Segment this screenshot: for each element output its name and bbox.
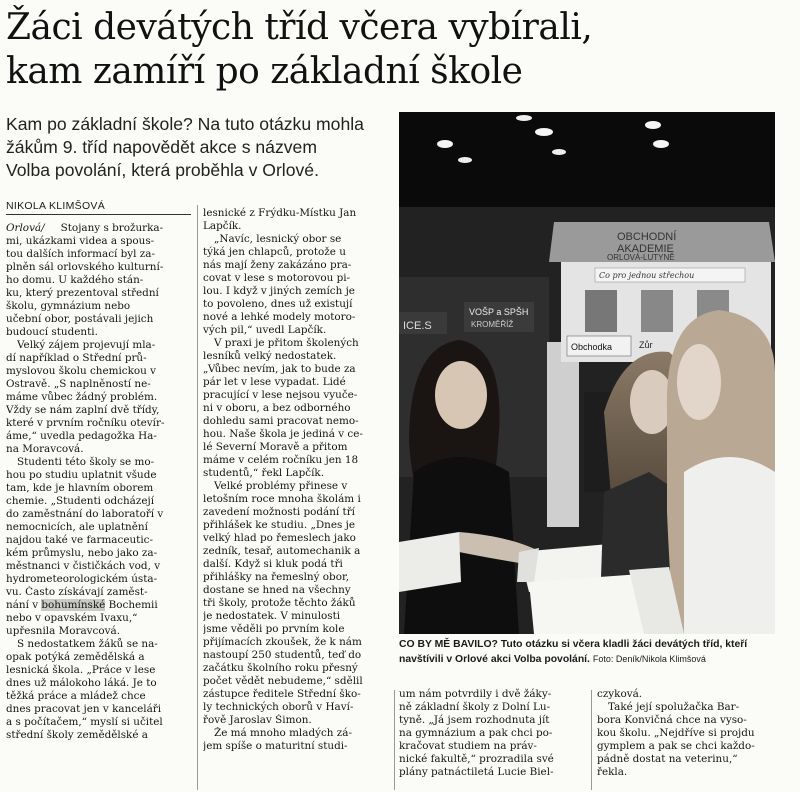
obchodka-label-text: Obchodka xyxy=(571,342,613,352)
text-line: přijímacích zkoušek, že k nám xyxy=(203,636,362,648)
text-line: chemie. „Studenti odcházejí xyxy=(6,495,155,507)
text-line: dostane se hned na všechny xyxy=(203,584,351,596)
text-line: opak potýká zemědělská a xyxy=(6,651,145,663)
text-line: máme v celém ročníku jen 18 xyxy=(203,454,359,466)
text-line: hou po studiu uplatnit všude xyxy=(6,469,157,481)
text-line: pádně dostat na veterinu,“ xyxy=(597,753,738,765)
photo-credit: Foto: Deník/Nikola Klimšová xyxy=(592,654,706,664)
text-line: lesnická škola. „Práce v lese xyxy=(6,664,156,676)
column-1-text-start xyxy=(6,222,192,599)
text-line: těžká práce a mládež chce xyxy=(6,690,146,702)
article-column-1 xyxy=(6,222,192,742)
text-line: vých pil,“ uvedl Lapčík. xyxy=(203,324,327,336)
text-line: do zaměstnání do laboratoří v xyxy=(6,508,164,520)
text-line: upřesnila Moravcová. xyxy=(6,625,120,637)
text-line: zástupce ředitele Střední ško- xyxy=(203,688,361,700)
text-line: dnes už málokoho láká. Je to xyxy=(6,677,157,689)
text-line: týká jen chlapců, protože u xyxy=(203,246,346,258)
text-line: „Vůbec nevím, jak to bude za xyxy=(203,363,356,375)
text-line: ni v oboru, a bez odborného xyxy=(203,402,351,414)
text-line: ly technických oborů v Haví- xyxy=(203,701,354,713)
text-line: kém průmyslu, nebo jako za- xyxy=(6,547,158,559)
text-line: které v prvním ročníku otevír- xyxy=(6,417,165,429)
text-line: myslovou školu chemickou v xyxy=(6,365,157,377)
text-line: další. Když si kluk podá tři xyxy=(203,558,343,570)
text-line: tři školy, protože těchto žáků xyxy=(203,597,356,609)
school-sign-subtext: KROMĚŘÍŽ xyxy=(471,320,514,329)
text-line: přihlášek ke studiu. „Dnes je xyxy=(203,519,356,531)
article-column-2 xyxy=(203,207,390,753)
text-line: gymplem a pak se chci každo- xyxy=(597,740,755,752)
column-divider xyxy=(591,690,592,790)
article-lead xyxy=(6,113,392,182)
article-column-4 xyxy=(597,688,787,779)
column-divider xyxy=(197,205,198,790)
text-line: městnanci v čističkách vod, v xyxy=(6,560,161,572)
text-line: začátku školního roku přesný xyxy=(203,662,358,674)
text-line: pracující v lese nejsou vyuče- xyxy=(203,389,358,401)
text-line: „Navíc, lesnický obor se xyxy=(214,233,342,245)
dateline-line xyxy=(6,222,192,235)
text-line: plněn sál orlovského kulturní- xyxy=(6,261,164,273)
headline-line-2: kam zamíří po základní škole xyxy=(6,51,523,92)
school-sign-text: VOŠP a SPŠH xyxy=(469,307,529,317)
text-line: mi, ukázkami videa a spous- xyxy=(6,235,155,247)
text-line: áme,“ uvedla pedagožka Ha- xyxy=(6,430,157,442)
text-line: Ostravě. „S naplněností ne- xyxy=(6,378,151,390)
lead-line: Kam po základní škole? Na tuto otázku mohla xyxy=(6,114,364,134)
text-line: plány patnáctiletá Lucie Biel- xyxy=(399,766,554,778)
column-divider xyxy=(394,690,395,790)
text-line: jem spíše o maturitní studi- xyxy=(203,740,348,752)
line-text: Bochemii xyxy=(105,599,158,611)
article-column-3 xyxy=(399,688,584,779)
text-line: um nám potvrdily i dvě žáky- xyxy=(399,688,552,700)
text-line: tou dalších informací byl za- xyxy=(6,248,155,260)
author-byline: NIKOLA KLIMŠOVÁ xyxy=(6,200,191,215)
sign-text: OBCHODNÍ xyxy=(617,231,677,243)
text-line: přihlášky na řemeslný obor, xyxy=(203,571,350,583)
sign-text: AKADEMIE xyxy=(617,243,674,255)
text-line: řově Jaroslav Šimon. xyxy=(203,714,312,726)
text-line: letošním roce mnoha školám i xyxy=(203,493,361,505)
text-line: ho domu. U každého stán- xyxy=(6,274,144,286)
text-line: nebo v opavském Ivaxu,“ xyxy=(6,612,138,624)
text-line: nemocnicích, ale uplatnění xyxy=(6,521,148,533)
text-line: nás mají ženy zakázáno pra- xyxy=(203,259,352,271)
girl-left-face xyxy=(435,361,487,429)
girl-right-face xyxy=(677,344,721,420)
dateline: Orlová/ xyxy=(6,222,45,234)
poster xyxy=(585,290,617,332)
poster xyxy=(641,290,673,332)
photo-caption xyxy=(399,638,779,667)
text-line: ku, který prezentoval střední xyxy=(6,287,159,299)
caption-text: CO BY MĚ BAVILO? Tuto otázku si včera kladli žáci devátých tříd, kteří navštívili v Orlové akci Volba povolání. xyxy=(399,639,748,665)
text-line: velký hlad po řemeslech jako xyxy=(203,532,356,544)
text-line: na gymnázium a pak chci po- xyxy=(399,727,553,739)
headline-line-1: Žáci devátých tříd včera vybírali, xyxy=(6,7,593,48)
text-line: učební obor, postávali jejich xyxy=(6,313,154,325)
text-line: covat v lese s motorovou pi- xyxy=(203,272,351,284)
article-headline xyxy=(6,6,796,94)
text-line: školu, gymnázium nebo xyxy=(6,300,131,312)
text-line: tam, kde je hlavním oborem xyxy=(6,482,154,494)
text-line: Velký zájem projevují mla- xyxy=(17,339,156,351)
girl-right-body xyxy=(684,457,775,634)
text-line: nové a lehké modely motoro- xyxy=(203,311,356,323)
text-line: na Moravcová. xyxy=(6,443,84,455)
highlighted-line xyxy=(6,599,192,612)
text-line: lesníků velký nedostatek. xyxy=(203,350,337,362)
line-text: Stojany s brožurka- xyxy=(60,222,164,234)
text-line: dohledu sami pracovat nemo- xyxy=(203,415,359,427)
text-line: hydrometeorologickém ústa- xyxy=(6,573,158,585)
text-line: Lapčík. xyxy=(203,220,242,232)
text-line: Vždy se nám zaplní dvě třídy, xyxy=(6,404,160,416)
text-line: zedník, tesař, automechanik a xyxy=(203,545,361,557)
text-line: pár let v lese vypadat. Lidé xyxy=(203,376,346,388)
text-line: Studenti této školy se mo- xyxy=(17,456,155,468)
text-line: budoucí studenti. xyxy=(6,326,98,338)
line-text: nání v xyxy=(6,599,42,611)
text-line: Velké problémy přinese v xyxy=(214,480,348,492)
text-line: hou. Naše škola je jediná v ce- xyxy=(203,428,363,440)
text-line: dí například o Střední prů- xyxy=(6,352,147,364)
banner-text: Co pro jednou střechou xyxy=(599,271,695,280)
papers xyxy=(399,532,461,592)
text-line: jsme věděli po prvním kole xyxy=(203,623,345,635)
text-line: zavedení možnosti podání tří xyxy=(203,506,356,518)
text-line: kou školu. „Nejdříve si projdu xyxy=(597,727,755,739)
text-line: kračovat studiem na práv- xyxy=(399,740,537,752)
text-line: nické fakultě,“ prozradila své xyxy=(399,753,554,765)
highlighted-word: bohumínské xyxy=(41,599,106,611)
text-line: střední školy zemědělské a xyxy=(6,729,148,741)
ceiling xyxy=(399,112,775,207)
text-line: počet vědět nebudeme,“ sdělil xyxy=(203,675,363,687)
column-1-text-end xyxy=(6,612,192,742)
text-line: tyně. „Já jsem rozhodnuta jít xyxy=(399,714,550,726)
article-photo xyxy=(399,112,775,634)
text-line: řekla. xyxy=(597,766,628,778)
text-line: najdou také ve farmaceutic- xyxy=(6,534,153,546)
text-line: studentů,“ řekl Lapčík. xyxy=(203,467,325,479)
text-line: czyková. xyxy=(597,688,643,700)
text-line: dnes pracovat jen v kanceláři xyxy=(6,703,162,715)
text-line: bora Konvičná chce na vyso- xyxy=(597,714,747,726)
booth-sign-text: ICE.S xyxy=(403,320,432,332)
lead-line: Volba povolání, která proběhla v Orlové. xyxy=(6,160,319,180)
text-line: nastoupí 250 studentů, teď do xyxy=(203,649,362,661)
text-line: Že má mnoho mladých zá- xyxy=(214,727,352,739)
lead-line: žákům 9. tříd napovědět akce s názvem xyxy=(6,137,317,157)
text-line: lesnické z Frýdku-Místku Jan xyxy=(203,207,357,219)
sign-text: ORLOVÁ-LUTYNĚ xyxy=(607,253,675,262)
text-line: a s počítačem,“ myslí si učitel xyxy=(6,716,163,728)
stand-pillar xyxy=(547,342,579,527)
text-line: to povoleno, dnes už existují xyxy=(203,298,353,310)
text-line: lé Severní Moravě a přitom xyxy=(203,441,348,453)
text-line: S nedostatkem žáků se na- xyxy=(17,638,158,650)
text-line: je nedostatek. V minulosti xyxy=(203,610,341,622)
text-line: vu. Často získávají zaměst- xyxy=(6,586,148,598)
text-line: Také její spolužačka Bar- xyxy=(608,701,740,713)
text-line: máme vůbec žádný problém. xyxy=(6,391,158,403)
text-line: ně základní školy z Dolní Lu- xyxy=(399,701,551,713)
text-line: lou. I když v jiných zemích je xyxy=(203,285,355,297)
sign-subtext: Zůr xyxy=(639,340,653,350)
text-line: V praxi je přitom školených xyxy=(214,337,359,349)
